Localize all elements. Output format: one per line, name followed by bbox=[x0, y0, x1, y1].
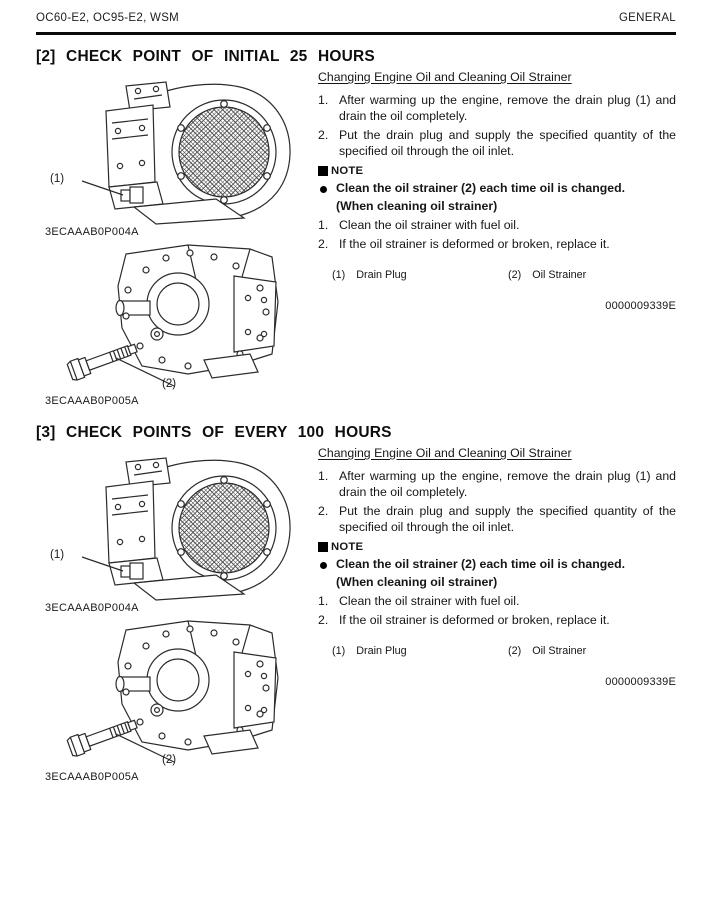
engine-fan-side-drawing bbox=[36, 456, 308, 601]
engine-crankcase-drawing bbox=[36, 618, 308, 770]
bullet-icon bbox=[320, 186, 327, 193]
note-square-icon bbox=[318, 166, 328, 176]
legend-item bbox=[508, 644, 586, 658]
procedure-step bbox=[318, 469, 676, 501]
section-every-100-hours bbox=[36, 424, 676, 787]
note-subheading: (When cleaning oil strainer) bbox=[336, 198, 498, 213]
note-square-icon bbox=[318, 542, 328, 552]
step-text: Clean the oil strainer with fuel oil. bbox=[339, 593, 520, 608]
figure-caption: 3ECAAAB0P005A bbox=[45, 395, 139, 407]
figure-caption: 3ECAAAB0P004A bbox=[45, 602, 139, 614]
step-number: 1. bbox=[318, 468, 329, 483]
legend-label: Drain Plug bbox=[356, 268, 407, 281]
step-text: Clean the oil strainer with fuel oil. bbox=[339, 217, 520, 232]
note-subheading: (When cleaning oil strainer) bbox=[336, 574, 498, 589]
figure-caption: 3ECAAAB0P004A bbox=[45, 226, 139, 238]
figure-column bbox=[36, 66, 318, 411]
figure-caption: 3ECAAAB0P005A bbox=[45, 771, 139, 783]
figure-drain-plug bbox=[36, 80, 318, 238]
step-number: 1. bbox=[318, 217, 329, 232]
step-text: If the oil strainer is deformed or broken, replace it. bbox=[339, 612, 610, 627]
legend-number: (1) bbox=[332, 268, 346, 281]
legend-number: (2) bbox=[508, 268, 522, 281]
section-heading: [2] CHECK POINT OF INITIAL 25 HOURS bbox=[36, 48, 375, 65]
legend-label: Oil Strainer bbox=[532, 268, 587, 281]
figure-oil-strainer bbox=[36, 242, 318, 407]
engine-crankcase-drawing bbox=[36, 242, 308, 394]
step-number: 1. bbox=[318, 92, 329, 107]
document-code: 0000009339E bbox=[605, 675, 676, 688]
procedure-step bbox=[318, 128, 676, 160]
legend-item bbox=[508, 268, 586, 282]
legend-number: (2) bbox=[508, 644, 522, 657]
note-label: NOTE bbox=[331, 164, 364, 177]
header-chapter-text: GENERAL bbox=[618, 12, 676, 24]
figure-column bbox=[36, 442, 318, 787]
note-label: NOTE bbox=[331, 540, 364, 553]
note-header bbox=[318, 540, 676, 555]
callout-1-label: (1) bbox=[50, 549, 65, 561]
procedure-step bbox=[318, 504, 676, 536]
procedure-title: Changing Engine Oil and Cleaning Oil Strainer bbox=[318, 446, 572, 460]
note-bullet-line bbox=[318, 557, 676, 573]
procedure-column bbox=[318, 442, 676, 787]
note-header bbox=[318, 164, 676, 179]
page-header bbox=[36, 12, 676, 24]
legend-label: Oil Strainer bbox=[532, 644, 587, 657]
step-text: After warming up the engine, remove the drain plug (1) and drain the oil completely. bbox=[339, 92, 676, 123]
step-number: 2. bbox=[318, 127, 329, 142]
step-text: After warming up the engine, remove the drain plug (1) and drain the oil completely. bbox=[339, 468, 676, 499]
step-text: Put the drain plug and supply the specified quantity of the specified oil through the oil inlet. bbox=[339, 503, 676, 534]
figure-drain-plug bbox=[36, 456, 318, 614]
step-number: 1. bbox=[318, 593, 329, 608]
parts-legend bbox=[332, 644, 676, 658]
section-initial-25-hours bbox=[36, 48, 676, 411]
cleaning-step bbox=[318, 613, 676, 629]
step-number: 2. bbox=[318, 503, 329, 518]
step-number: 2. bbox=[318, 236, 329, 251]
section-heading: [3] CHECK POINTS OF EVERY 100 HOURS bbox=[36, 424, 392, 441]
parts-legend bbox=[332, 268, 676, 282]
procedure-column bbox=[318, 66, 676, 411]
step-text: If the oil strainer is deformed or broken, replace it. bbox=[339, 236, 610, 251]
note-bullet-text: Clean the oil strainer (2) each time oil is changed. bbox=[336, 180, 626, 195]
engine-fan-side-drawing bbox=[36, 80, 308, 225]
cleaning-step bbox=[318, 218, 676, 234]
legend-item bbox=[332, 268, 508, 282]
legend-label: Drain Plug bbox=[356, 644, 407, 657]
note-bullet-text: Clean the oil strainer (2) each time oil is changed. bbox=[336, 556, 626, 571]
legend-number: (1) bbox=[332, 644, 346, 657]
figure-oil-strainer bbox=[36, 618, 318, 783]
step-text: Put the drain plug and supply the specified quantity of the specified oil through the oil inlet. bbox=[339, 127, 676, 158]
header-rule bbox=[36, 32, 676, 35]
step-number: 2. bbox=[318, 612, 329, 627]
callout-2-label: (2) bbox=[162, 378, 177, 390]
callout-1-label: (1) bbox=[50, 173, 65, 185]
cleaning-step bbox=[318, 594, 676, 610]
callout-2-label: (2) bbox=[162, 754, 177, 766]
document-code: 0000009339E bbox=[605, 299, 676, 312]
bullet-icon bbox=[320, 562, 327, 569]
header-model-text: OC60-E2, OC95-E2, WSM bbox=[36, 12, 180, 24]
procedure-step bbox=[318, 93, 676, 125]
legend-item bbox=[332, 644, 508, 658]
procedure-title: Changing Engine Oil and Cleaning Oil Strainer bbox=[318, 70, 572, 84]
cleaning-step bbox=[318, 237, 676, 253]
note-bullet-line bbox=[318, 181, 676, 197]
